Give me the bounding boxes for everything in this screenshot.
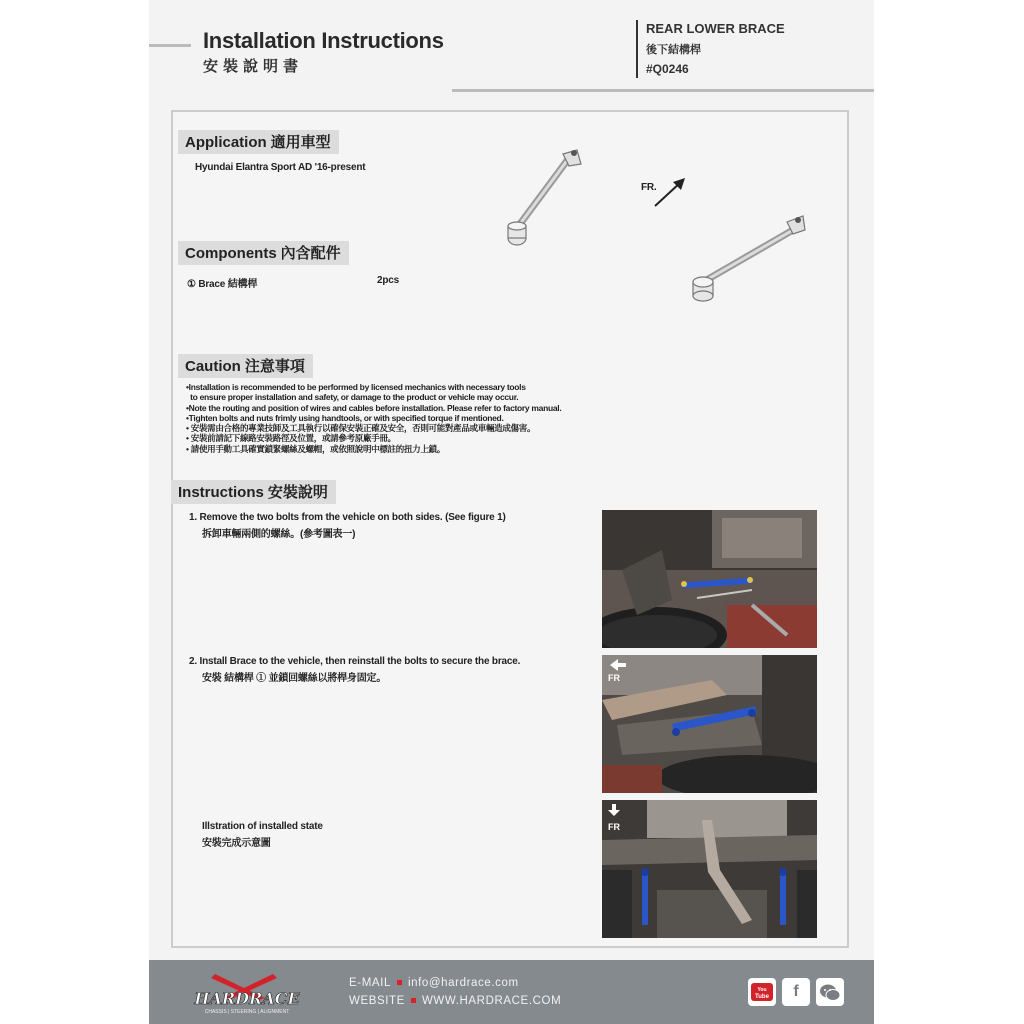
brace-illustration-2 — [681, 208, 811, 308]
component-item-qty: 2pcs — [377, 275, 399, 286]
footer-website-row — [349, 995, 561, 1007]
email-label: E-MAIL — [349, 977, 391, 989]
footer — [149, 960, 874, 1024]
caution-line: • 安裝前請記下線路安裝路徑及位置，或請參考原廠手冊。 — [186, 433, 396, 444]
youtube-text-top: You — [757, 987, 767, 993]
section-title-zh: 注意事項 — [244, 357, 305, 375]
section-title-zh: 適用車型 — [270, 133, 331, 151]
section-instructions — [171, 480, 336, 504]
figure-2-photo — [602, 655, 817, 793]
figure-1-photo — [602, 510, 817, 648]
part-number: #Q0246 — [646, 62, 689, 76]
brace-illustration-1 — [503, 140, 593, 250]
website-link[interactable]: WWW.HARDRACE.COM — [421, 995, 562, 1007]
page-title-zh: 安裝說明書 — [203, 57, 304, 75]
section-title: Application — [185, 134, 267, 151]
wechat-icon[interactable] — [816, 978, 844, 1006]
section-caution — [178, 354, 313, 378]
section-title: Instructions — [178, 484, 264, 501]
brand-name: HARDRACE — [194, 989, 300, 1008]
photo-fr-label: FR — [608, 673, 620, 683]
figure-3-photo — [602, 800, 817, 938]
instruction-sheet — [149, 0, 874, 1024]
hardrace-logo — [177, 968, 317, 1016]
section-title: Caution — [185, 358, 241, 375]
caution-list — [186, 382, 561, 454]
direction-label: FR. — [641, 182, 657, 193]
component-item-label: ① Brace 結構桿 — [187, 279, 258, 290]
part-name-zh: 後下結構桿 — [646, 44, 701, 56]
caution-line: •Installation is recommended to be performed by licensed mechanics with necessary tools — [186, 382, 526, 392]
section-title-zh: 內含配件 — [280, 244, 341, 262]
part-divider — [636, 20, 638, 78]
vehicle-model: Hyundai Elantra Sport AD '16-present — [195, 162, 366, 173]
step-3-text-zh: 安裝完成示意圖 — [202, 838, 271, 849]
caution-line: • 安裝需由合格的專業技師及工具執行以確保安裝正確及安全，否則可能對產品或車輛造成傷害。 — [186, 423, 536, 434]
section-title-zh: 安裝說明 — [267, 483, 328, 501]
header-rule-right — [452, 89, 874, 92]
step-3-text: Illstration of installed state — [202, 821, 323, 832]
youtube-text-bottom: Tube — [755, 994, 769, 1000]
header-rule-left — [149, 44, 191, 47]
step-2-text: 2. Install Brace to the vehicle, then reinstall the bolts to secure the brace. — [189, 656, 521, 667]
photo-fr-label: FR — [608, 822, 620, 832]
caution-line: •Tighten bolts and nuts frimly using handtools, or with specified torque if mentioned. — [186, 412, 504, 423]
caution-line: • 請使用手動工具確實鎖緊螺絲及螺帽，或依照說明中標註的扭力上鎖。 — [186, 443, 445, 454]
facebook-icon[interactable]: f — [782, 978, 810, 1006]
caution-line: •Note the routing and position of wires and cables before installation. Please refer to factory manual. — [186, 402, 562, 413]
youtube-icon[interactable] — [748, 978, 776, 1006]
footer-email-row — [349, 977, 519, 989]
front-arrow-icon — [651, 174, 691, 210]
website-label: WEBSITE — [349, 995, 405, 1007]
section-components — [178, 241, 349, 265]
section-title: Components — [185, 245, 277, 262]
part-name: REAR LOWER BRACE — [646, 21, 785, 36]
step-2-text-zh: 安裝 結構桿 ① 並鎖回螺絲以將桿身固定。 — [202, 673, 387, 684]
brand-tagline: CHASSIS | STEERING | ALIGNMENT — [204, 1009, 290, 1015]
email-link[interactable]: info@hardrace.com — [407, 977, 519, 989]
step-1-text-zh: 拆卸車輛兩側的螺絲。(參考圖表一) — [202, 529, 356, 540]
caution-line: to ensure proper installation and safety, or damage to the product or vehicle may occur. — [186, 392, 519, 403]
page-title: Installation Instructions — [203, 28, 444, 53]
section-application — [178, 130, 339, 154]
step-1-text: 1. Remove the two bolts from the vehicle on both sides. (See figure 1) — [189, 512, 506, 523]
